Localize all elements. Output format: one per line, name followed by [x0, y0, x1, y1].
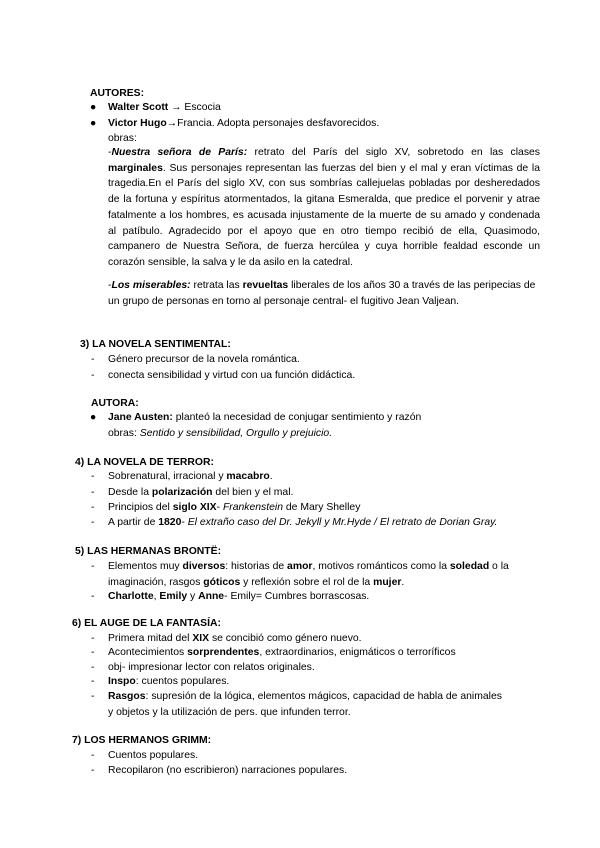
list-item: Acontecimientos sorprendentes, extraordinarios, enigmáticos o terroríficos	[108, 647, 456, 658]
dash-marker: -	[91, 633, 95, 644]
list-item: Sobrenatural, irracional y macabro.	[108, 471, 273, 482]
autores-heading: AUTORES:	[90, 88, 145, 99]
list-item: Charlotte, Emily y Anne- Emily= Cumbres borrascosas.	[108, 591, 370, 602]
list-item: conecta sensibilidad y virtud con ua función didáctica.	[108, 370, 356, 381]
bullet-icon: ●	[90, 102, 97, 113]
dash-marker: -	[91, 354, 95, 365]
list-item: Rasgos: supresión de la lógica, elementos mágicos, capacidad de habla de animales y objetos y la utilización de pers. que infunden terror.	[108, 691, 502, 718]
obra-los-miserables: -Los miserables: retrata las revueltas liberales de los años 30 a través de las peripecias de un grupo de personas en torno al personaje central- el fugitivo Jean Valjean.	[108, 280, 536, 307]
dash-marker: -	[91, 487, 95, 498]
dash-marker: -	[91, 691, 95, 702]
dash-marker: -	[91, 502, 95, 513]
list-item: Elementos muy diversos: historias de amor, motivos románticos como la soledad o la imaginación, rasgos góticos y reflexión sobre el rol de la mujer.	[108, 561, 509, 588]
dash-marker: -	[91, 662, 95, 673]
autor-victor-hugo: Victor Hugo→Francia. Adopta personajes desfavorecidos.	[108, 118, 380, 129]
list-item: obj- impresionar lector con relatos originales.	[108, 662, 315, 673]
list-item: Principios del siglo XIX- Frankenstein de Mary Shelley	[108, 502, 361, 513]
section-heading-hermanas-bronte: 5) LAS HERMANAS BRONTË:	[75, 546, 222, 557]
dash-marker: -	[91, 591, 95, 602]
dash-marker: -	[91, 750, 95, 761]
list-item: Recopilaron (no escribieron) narraciones populares.	[108, 765, 348, 776]
list-item: Género precursor de la novela romántica.	[108, 354, 300, 365]
section-heading-hermanos-grimm: 7) LOS HERMANOS GRIMM:	[72, 735, 212, 746]
obras-label: obras:	[108, 133, 137, 144]
section-heading-auge-fantasia: 6) EL AUGE DE LA FANTASÍA:	[72, 618, 221, 629]
autor-walter-scott: Walter Scott → Escocia	[108, 102, 221, 113]
list-item: Cuentos populares.	[108, 750, 199, 761]
list-item: Desde la polarización del bien y el mal.	[108, 487, 294, 498]
dash-marker: -	[91, 471, 95, 482]
dash-marker: -	[91, 676, 95, 687]
bullet-icon: ●	[90, 118, 97, 129]
list-item: A partir de 1820- El extraño caso del Dr. Jekyll y Mr.Hyde / El retrato de Dorian Gray.	[108, 517, 498, 528]
section-heading-novela-terror: 4) LA NOVELA DE TERROR:	[75, 457, 214, 468]
autora-jane-austen: Jane Austen: planteó la necesidad de conjugar sentimiento y razón	[108, 412, 422, 423]
section-heading-novela-sentimental: 3) LA NOVELA SENTIMENTAL:	[80, 339, 231, 350]
obra-notre-dame: -Nuestra señora de París: retrato del París del siglo XV, sobretodo en las clases marginales. Sus personajes representan las fuerzas del bien y el mal y eran víctimas de la tragedia.En el París del siglo XV, con sus sombrías callejuelas pobladas por desheredados de la fortuna y espíritus atormentados, la gitana Esmeralda, que predice el porvenir y atrae fatalmente a los hombres, es acusada injustamente de la muerte de su amado y condenada al patíbulo. Agradecido por el apoyo que en otro tiempo recibió de ella, Quasimodo, campanero de Nuestra Señora, de fuerza hercúlea y cuya horrible fealdad esconde un corazón sensible, la salva y le da asilo en la catedral.	[108, 147, 540, 268]
dash-marker: -	[91, 370, 95, 381]
bullet-icon: ●	[90, 412, 97, 423]
list-item: Primera mitad del XIX se concibió como género nuevo.	[108, 633, 362, 644]
dash-marker: -	[91, 517, 95, 528]
dash-marker: -	[91, 647, 95, 658]
dash-marker: -	[91, 765, 95, 776]
list-item: Inspo: cuentos populares.	[108, 676, 230, 687]
autora-heading: AUTORA:	[91, 398, 139, 409]
dash-marker: -	[91, 561, 95, 572]
autora-obras: obras: Sentido y sensibilidad, Orgullo y prejuicio.	[108, 428, 333, 439]
